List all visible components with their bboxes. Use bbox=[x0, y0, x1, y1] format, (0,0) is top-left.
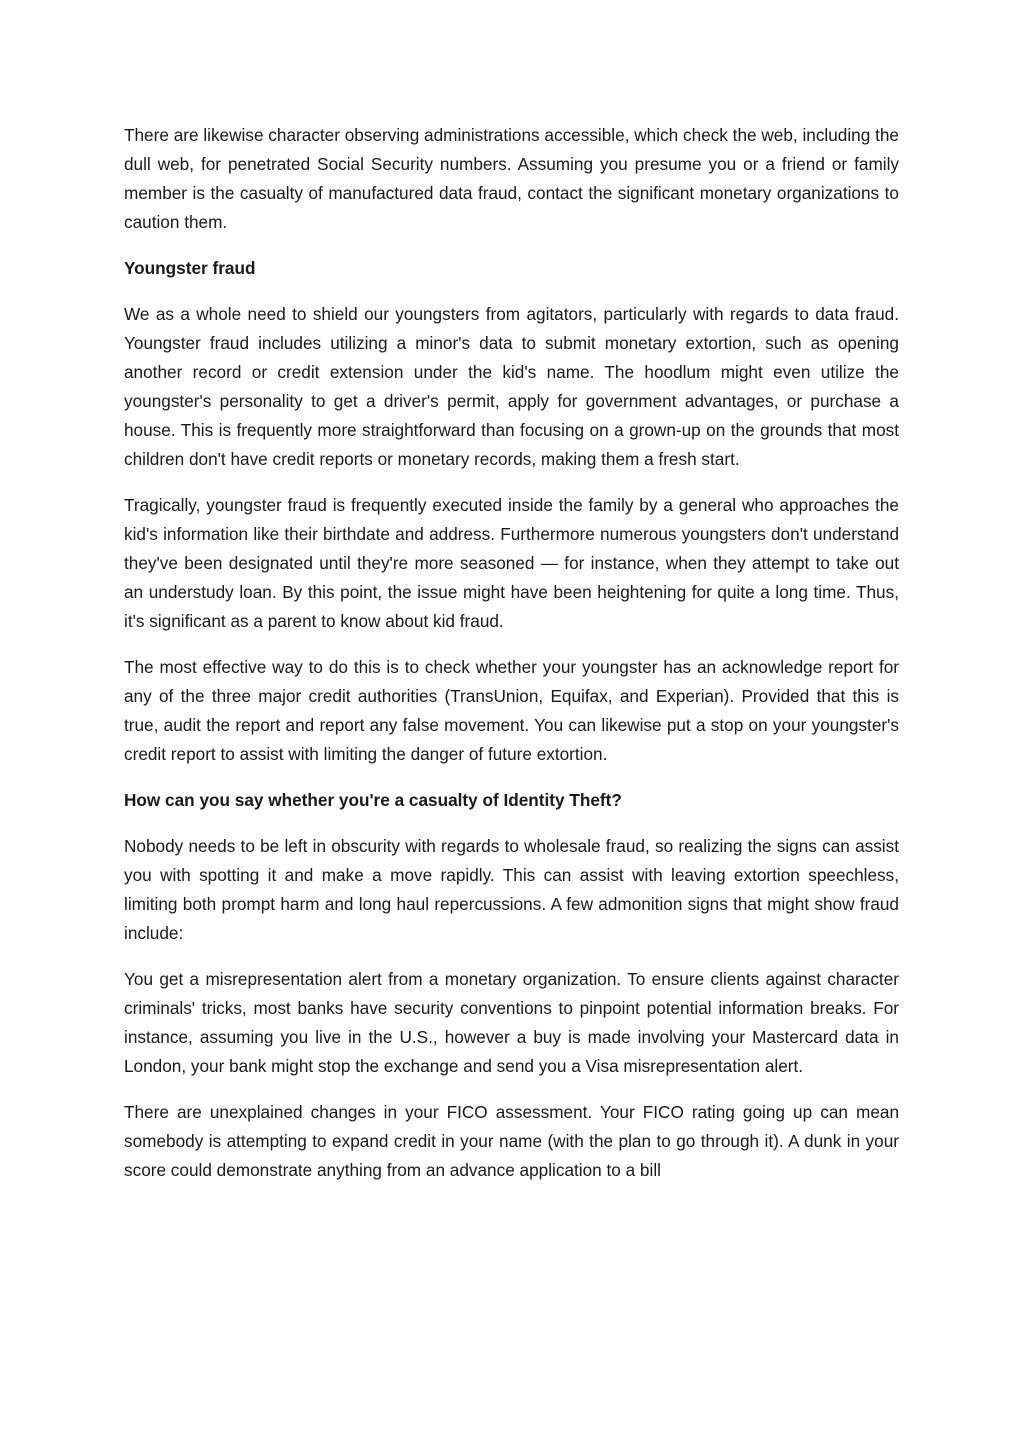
paragraph-check-credit-report: The most effective way to do this is to check whether your youngster has an acknowledge report for any of the three major credit authorities (TransUnion, Equifax, and Experian). Provided that this is true, audit the report and report any false movement. You can likewise put a stop on your youngster's credit report to assist with limiting the danger of future extortion. bbox=[124, 657, 899, 764]
paragraph-fico-changes: There are unexplained changes in your FICO assessment. Your FICO rating going up can mean somebody is attempting to expand credit in your name (with the plan to go through it). A dunk in your score could demonstrate anything from an advance application to a bill bbox=[124, 1102, 899, 1180]
heading-identity-theft-signs: How can you say whether you're a casualty of Identity Theft? bbox=[124, 790, 622, 810]
paragraph-youngster-fraud-family: Tragically, youngster fraud is frequently executed inside the family by a general who approaches the kid's information like their birthdate and address. Furthermore numerous youngsters don't understand they've been designated until they're more seasoned — for instance, when they attempt to take out an understudy loan. By this point, the issue might have been heightening for quite a long time. Thus, it's significant as a parent to know about kid fraud. bbox=[124, 495, 899, 631]
heading-youngster-fraud: Youngster fraud bbox=[124, 258, 256, 278]
paragraph-youngster-fraud-definition: We as a whole need to shield our youngsters from agitators, particularly with regards to data fraud. Youngster fraud includes utilizing a minor's data to submit monetary extortion, such as opening another record or credit extension under the kid's name. The hoodlum might even utilize the youngster's personality to get a driver's permit, apply for government advantages, or purchase a house. This is frequently more straightforward than focusing on a grown-up on the grounds that most children don't have credit reports or monetary records, making them a fresh start. bbox=[124, 304, 899, 469]
paragraph-synthetic-fraud-monitoring: There are likewise character observing administrations accessible, which check the web, including the dull web, for penetrated Social Security numbers. Assuming you presume you or a friend or family member is the casualty of manufactured data fraud, contact the significant monetary organizations to caution them. bbox=[124, 125, 899, 232]
paragraph-warning-signs-intro: Nobody needs to be left in obscurity with regards to wholesale fraud, so realizing the signs can assist you with spotting it and make a move rapidly. This can assist with leaving extortion speechless, limiting both prompt harm and long haul repercussions. A few admonition signs that might show fraud include: bbox=[124, 836, 899, 943]
paragraph-fraud-alert: You get a misrepresentation alert from a monetary organization. To ensure clients against character criminals' tricks, most banks have security conventions to pinpoint potential information breaks. For instance, assuming you live in the U.S., however a buy is made involving your Mastercard data in London, your bank might stop the exchange and send you a Visa misrepresentation alert. bbox=[124, 969, 899, 1076]
document-body bbox=[124, 121, 899, 1202]
